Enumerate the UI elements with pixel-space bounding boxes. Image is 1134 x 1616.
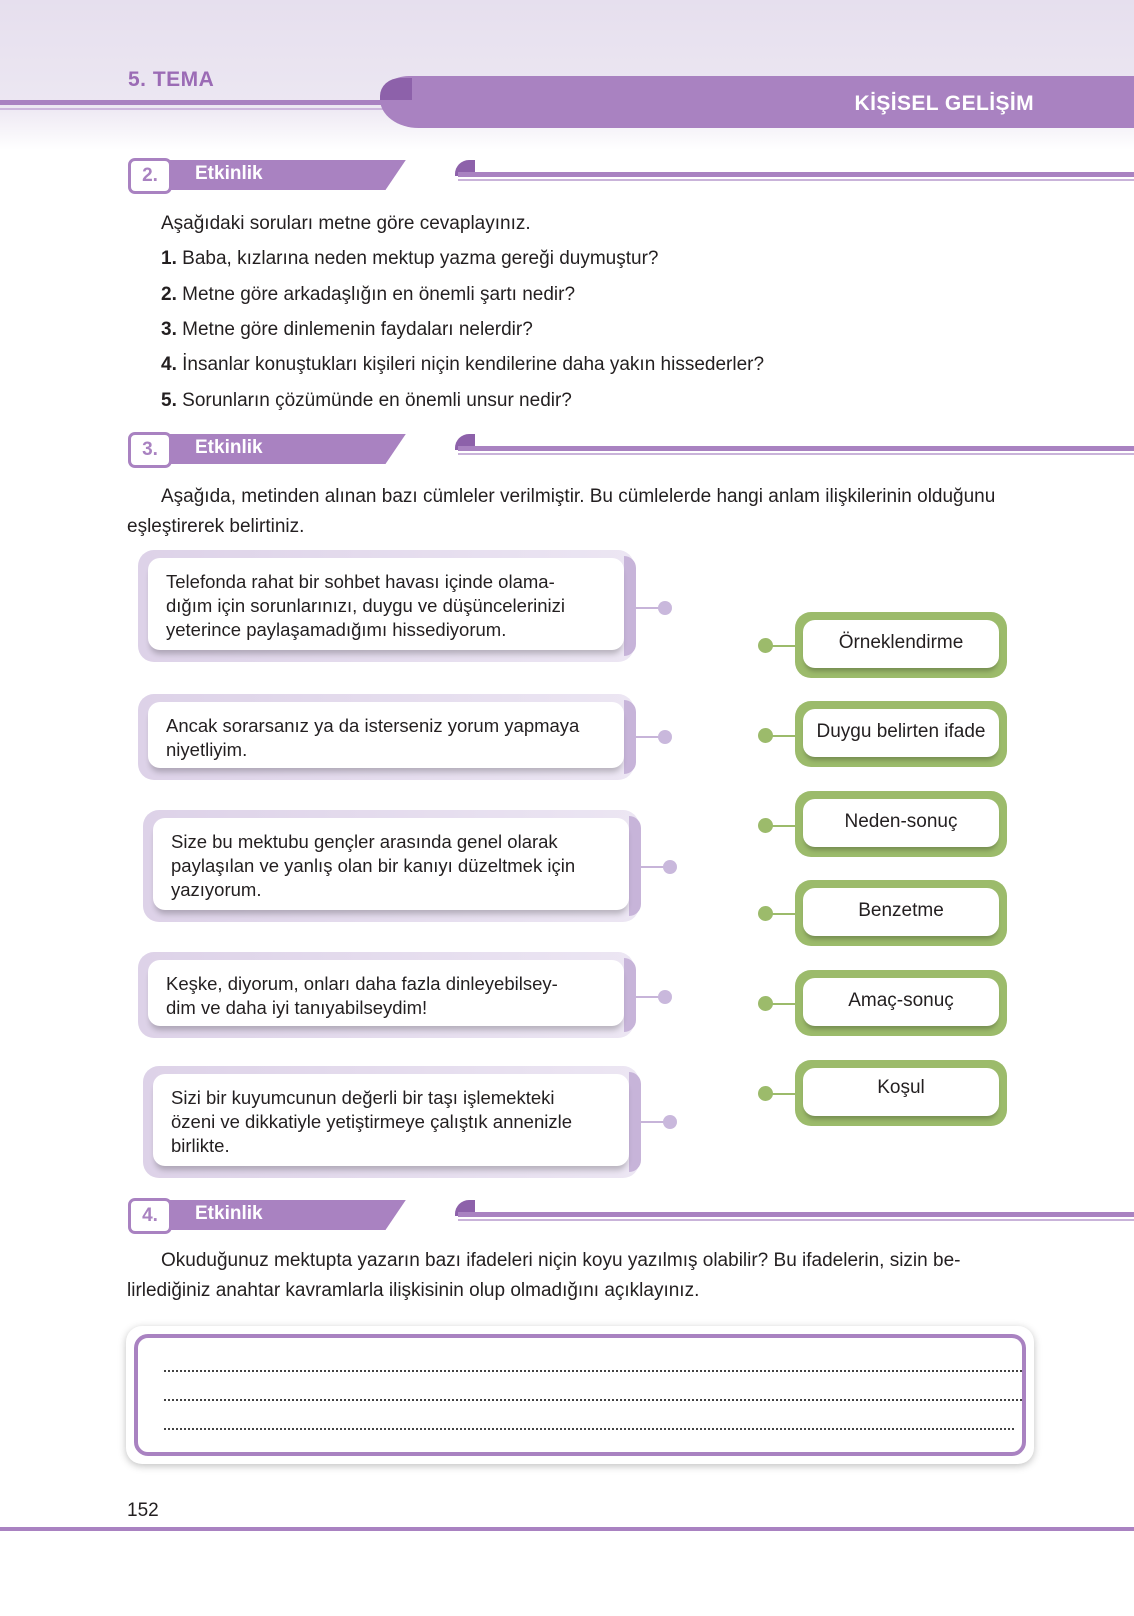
sentence-match-dot-1[interactable] (658, 601, 672, 615)
relation-label: Örneklendirme (803, 620, 999, 668)
sentence-line: niyetliyim. (166, 739, 248, 760)
activity-number: 2. (128, 158, 172, 194)
sentence-text (153, 818, 629, 910)
activity-rule-thin (458, 179, 1134, 181)
question-number: 1. (161, 248, 177, 269)
sentence-text (148, 702, 624, 768)
relation-label: Neden-sonuç (803, 799, 999, 847)
sentence-text (153, 1074, 629, 1166)
question-number: 3. (161, 319, 177, 340)
answer-dotted-line (164, 1399, 1022, 1401)
sentence-box-4[interactable] (138, 952, 634, 1038)
question-number: 2. (161, 284, 177, 305)
question-text: Sorunların çözümünde en önemli unsur nedir? (182, 390, 572, 411)
activity-rule-thin (458, 1219, 1134, 1221)
question-1 (161, 248, 658, 270)
theme-number: 5. TEMA (128, 68, 215, 91)
sentence-box-1[interactable] (138, 550, 634, 662)
sentence-box-3[interactable] (143, 810, 639, 922)
relation-label: Duygu belirten ifade (803, 709, 999, 757)
activity-2-instruction: Aşağıdaki soruları metne göre cevaplayınız. (161, 213, 531, 234)
sentence-text (148, 558, 624, 650)
theme-title: KİŞİSEL GELİŞİM (854, 92, 1034, 115)
activity-3-instruction-line-2: eşleştirerek belirtiniz. (127, 516, 305, 537)
header-rule (0, 100, 395, 105)
relation-box-2[interactable] (795, 701, 1007, 767)
question-number: 5. (161, 390, 177, 411)
relation-box-1[interactable] (795, 612, 1007, 678)
activity-3-header (128, 432, 1038, 468)
sentence-box-2[interactable] (138, 694, 634, 780)
sentence-box-5[interactable] (143, 1066, 639, 1178)
activity-4-instruction-line-1: Okuduğunuz mektupta yazarın bazı ifadeleri niçin koyu yazılmış olabilir? Bu ifadelerin, sizin be- (161, 1250, 961, 1271)
sentence-match-dot-3[interactable] (663, 860, 677, 874)
header-rule-thin (0, 108, 395, 110)
activity-number: 4. (128, 1198, 172, 1234)
sentence-match-dot-2[interactable] (658, 730, 672, 744)
relation-connector (765, 645, 797, 647)
question-text: Metne göre dinlemenin faydaları nelerdir? (182, 319, 533, 340)
activity-rule (458, 1212, 1134, 1217)
activity-label: Etkinlik (195, 163, 263, 184)
sentence-line: paylaşılan ve yanlış olan bir kanıyı düzeltmek için (171, 855, 576, 876)
relation-box-4[interactable] (795, 880, 1007, 946)
sentence-line: Keşke, diyorum, onları daha fazla dinleyebilsey- (166, 973, 558, 994)
question-text: Metne göre arkadaşlığın en önemli şartı nedir? (182, 284, 576, 305)
activity-label: Etkinlik (195, 1203, 263, 1224)
sentence-line: dim ve daha iyi tanıyabilseydim! (166, 997, 428, 1018)
sentence-line: yeterince paylaşamadığımı hissediyorum. (166, 619, 507, 640)
sentence-line: Ancak sorarsanız ya da isterseniz yorum yapmaya (166, 715, 580, 736)
answer-dotted-line (164, 1370, 1022, 1372)
sentence-line: dığım için sorunlarınızı, duygu ve düşüncelerinizi (166, 595, 565, 616)
question-text: İnsanlar konuştukları kişileri niçin kendilerine daha yakın hissederler? (182, 354, 765, 375)
activity-4-instruction-line-2: lirlediğiniz anahtar kavramlarla ilişkisinin olup olmadığını açıklayınız. (127, 1280, 700, 1301)
sentence-line: Sizi bir kuyumcunun değerli bir taşı işlemekteki (171, 1087, 555, 1108)
relation-connector (765, 735, 797, 737)
relation-label: Amaç-sonuç (803, 978, 999, 1026)
activity-label: Etkinlik (195, 437, 263, 458)
activity-rule (458, 446, 1134, 451)
question-2 (161, 284, 575, 306)
activity-number: 3. (128, 432, 172, 468)
answer-dotted-line (164, 1428, 1014, 1430)
sentence-box-edge (624, 556, 636, 656)
question-text: Baba, kızlarına neden mektup yazma gereği duymuştur? (182, 248, 659, 269)
relation-label: Koşul (803, 1068, 999, 1116)
sentence-text (148, 960, 624, 1026)
question-number: 4. (161, 354, 177, 375)
activity-2-header (128, 158, 1038, 194)
relation-connector (765, 1003, 797, 1005)
question-3 (161, 319, 533, 341)
activity-rule-thin (458, 453, 1134, 455)
footer-rule (0, 1527, 1134, 1531)
relation-label: Benzetme (803, 888, 999, 936)
relation-box-3[interactable] (795, 791, 1007, 857)
answer-area[interactable] (134, 1334, 1026, 1456)
relation-box-5[interactable] (795, 970, 1007, 1036)
answer-box[interactable] (126, 1326, 1034, 1464)
sentence-box-edge (624, 958, 636, 1032)
sentence-line: birlikte. (171, 1135, 230, 1156)
sentence-match-dot-4[interactable] (658, 990, 672, 1004)
activity-3-instruction-line-1: Aşağıda, metinden alınan bazı cümleler verilmiştir. Bu cümlelerde hangi anlam ilişkilerinin olduğunu (161, 486, 996, 507)
sentence-line: Telefonda rahat bir sohbet havası içinde olama- (166, 571, 555, 592)
question-4 (161, 354, 764, 376)
sentence-line: Size bu mektubu gençler arasında genel olarak (171, 831, 558, 852)
sentence-line: özeni ve dikkatiyle yetiştirmeye çalıştık annenizle (171, 1111, 573, 1132)
relation-box-6[interactable] (795, 1060, 1007, 1126)
relation-connector (765, 913, 797, 915)
page-number: 152 (127, 1500, 159, 1521)
sentence-line: yazıyorum. (171, 879, 262, 900)
relation-connector (765, 1093, 797, 1095)
question-5 (161, 390, 572, 412)
activity-4-header (128, 1198, 1038, 1234)
relation-connector (765, 825, 797, 827)
activity-rule (458, 172, 1134, 177)
sentence-match-dot-5[interactable] (663, 1115, 677, 1129)
